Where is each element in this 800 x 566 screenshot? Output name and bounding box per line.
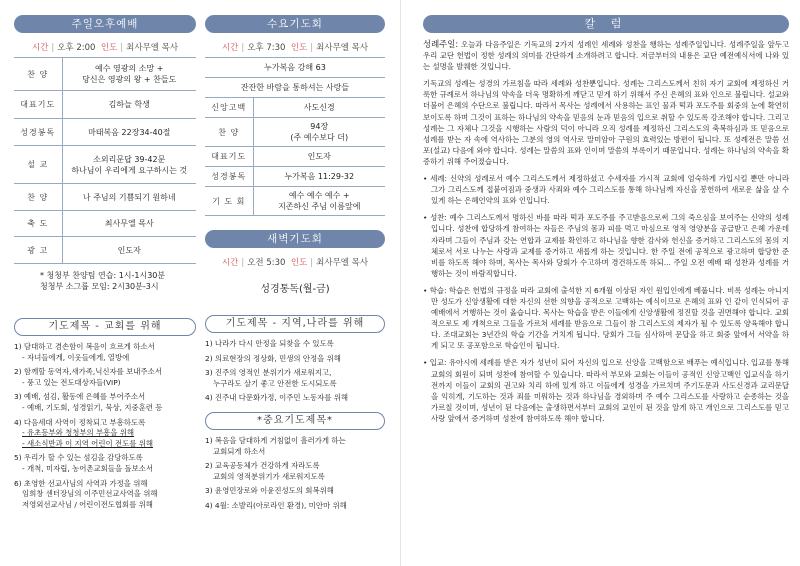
editorial-paragraph: • 학습: 학습은 헌법의 규정을 따라 교회에 출석한 지 6개월 이상된 자인 원입인에게 베풉니다. 비록 성례는 아니지만 성도가 신앙생활에 대한 자신의 선한 의향을 공적으로 고백하는 예식이므로 은혜의 표와 인 같이 인식되어 공예배에서 거행하는 것이 옳습니다. 목사는 학습을 받은 이들에게 신앙생활에 정진할 것을 권면해야 합니다. 교회적으로도 제 개척으로 그들을 가르쳐 세례를 받음으로 그들이 참 그리스도의 제자가 될 수 있도록 양육해야 합니다. 조대교회는 3년간의 학습 기간을 거치게 됩니다. 당회가 그들 심사하여 문답을 하고 회중 앞에서 서약을 하게 되고 또 공포함으로 학습인이 됩니다. xyxy=(423,285,789,351)
service-row xyxy=(205,147,385,167)
prayer-subitem: - 새소식반과 이 지역 어린이 전도를 위해 xyxy=(22,438,153,448)
wednesday-service-time: 시간 | 오후 7:30 인도 | 최사무엘 목사 xyxy=(221,43,369,53)
editorial-title: 칼 럼 xyxy=(423,15,789,33)
prayer-subitem: - 유초등부와 청청부의 부흥을 위해 xyxy=(22,428,135,438)
editorial-paragraph: 성례주일: 오늘과 다음주일은 기독교의 2가지 성례인 세례와 성찬을 행하는 성례주일입니다. 성례주일을 앞두고 우리 교단 헌법이 정한 성례의 의미를 간단하게 소개하려고 합니다. 저금부터의 내용은 교단 예전예식서에 나와 있는 설명을 발췌한 것입니다. xyxy=(423,39,789,72)
editorial-paragraph: • 입교: 유아시에 세례를 받은 자가 성년이 되어 자신의 입으로 신앙을 고백함으로 배푸는 예식입니다. 입교를 통해 교회의 회원이 되며 성찬에 참여할 수 있습니다. 따라서 부모와 교회는 이들이 공적인 신앙고백인 입교식을 하기 전까지 이들이 교회의 권고와 치리 하에 있게 하고 이들에게 성경을 가르치며 주기도문과 사도신경과 교리문답을 익히게, 기도하는 것과 죄를 미워하는 것과 하나님을 경외하며 주 예수 그리스도를 사랑하고 순종하는 것을 가르칠 것이며, 성년이 된 다음에는 출생하면서부터 교회의 교인이 된 것을 알게 하고 개인으로 그리스도를 믿고 사랑 앞에서 증거하며 성찬에 참여하도록 해야 합니다. xyxy=(423,358,789,423)
prayer-item: 6) 초영한 선교사님의 사역과 가정을 위해 임희창 센터장님의 이주민선교사역을 위해 저영외선교사님 / 어린이전도협회를 위해 xyxy=(14,479,196,511)
dawn-service-title: 새벽기도회 xyxy=(205,230,385,248)
service-row-value: 김하늘 학생 xyxy=(62,91,196,119)
service-row-value: 나 주님의 기쁨되기 원하네 xyxy=(62,184,196,211)
service-row-value: 소외리문답 39-42문 하나님이 우리에게 요구하시는 것 xyxy=(62,146,196,184)
service-row xyxy=(205,118,385,147)
service-row-key: 찬 양 xyxy=(14,58,62,91)
prayer-subitem: 저영외선교사님 / 어린이전도협회를 위해 xyxy=(22,499,153,509)
editorial-lead-label: 성례주일: xyxy=(423,39,459,49)
prayer-item: 3) 윤영민장로와 이윤진성도의 회복위해 xyxy=(205,486,334,496)
prayer-subitem: 교회되게 하소서 xyxy=(213,446,266,456)
service-row xyxy=(14,237,196,264)
service-row xyxy=(205,58,385,78)
dawn-service-time: 시간 | 오전 5:30 인도 | 최사무엘 목사 xyxy=(221,258,369,268)
sunday-service-notes xyxy=(14,270,196,292)
sunday-service-title: 주일오후예배 xyxy=(14,15,196,33)
prayer-item: 1) 나라가 다시 안정을 되찾을 수 있도록 xyxy=(205,339,334,348)
sunday-service-section xyxy=(14,0,196,514)
prayer-item: 2) 의료현장의 정상화, 민생의 안정을 위해 xyxy=(205,353,341,363)
service-row-value: 누가복음 강해 63 xyxy=(205,58,385,78)
page-divider xyxy=(400,0,401,566)
service-row-key: 설 교 xyxy=(14,146,62,184)
editorial-paragraph: • 세례: 신약의 성례로서 예수 그리스도께서 제정하셨고 수세자를 가시적 교회에 엄숙하게 가입시킬 뿐만 아니라 그가 그리스도께 접붙여짐과 중생과 사죄와 예수 그리스도를 통해 하나님께 자신을 봉헌하여 새로운 삶을 살 수 있게 하는 은혜언약의 표와 인입니다. xyxy=(423,174,789,206)
prayer-item: 2) 교육공동체가 건강하게 자라도록 교회의 영적분위기가 새로워지도록 xyxy=(205,461,385,482)
prayer-item: 4) 4월: 소발리(아로라인 환경), 미안마 위해 xyxy=(205,500,347,510)
service-row-key: 성경봉독 xyxy=(14,119,62,146)
prayer-subitem: 임희창 센터장님의 이주민선교사역을 위해 xyxy=(22,489,158,499)
wednesday-service-table xyxy=(205,57,385,216)
service-note: * 청청부 찬양팀 연습: 1시-1시30분 xyxy=(40,271,166,280)
prayer-item: 4) 진주내 다문화가정, 이주민 노동자를 위해 xyxy=(205,393,349,403)
wednesday-service-section xyxy=(205,0,385,516)
service-row-value: 인도자 xyxy=(253,147,385,167)
prayer-church-title: 기도제목 - 교회를 위해 xyxy=(14,318,196,336)
service-row xyxy=(14,146,196,184)
service-row-value: 예수 예수 예수 + 지존하신 주님 이름앞에 xyxy=(253,187,385,216)
service-row xyxy=(205,187,385,216)
service-row xyxy=(205,167,385,187)
service-row-key: 기 도 회 xyxy=(205,187,253,216)
prayer-priority-list xyxy=(205,436,385,512)
prayer-subitem: - 자녀들에게, 이웃들에게, 열방에 xyxy=(22,352,130,362)
prayer-subitem: 교회의 영적분위기가 새로워지도록 xyxy=(213,471,325,481)
prayer-item: 4) 다음세대 사역이 정착되고 부흥하도록 - 유초등부와 청청부의 부흥을 위해 - 새소식반과 이 지역 어린이 전도를 위해 xyxy=(14,418,196,450)
service-row xyxy=(14,119,196,146)
sunday-service-table xyxy=(14,57,196,264)
prayer-item: 1) 담대하고 겸손함이 복음이 흐르게 하소서 - 자녀들에게, 이웃들에게, 열방에 xyxy=(14,342,196,363)
prayer-item: 5) 우리가 할 수 있는 섬김을 감당하도록 - 개척, 미자립, 농어촌교회들을 돌보소서 xyxy=(14,453,196,474)
prayer-item: 2) 함께할 동역자,새가족,닉신자를 보내주소서 - 풍고 있는 전도대상자들(VIP) xyxy=(14,367,196,388)
sunday-service-time: 시간 | 오후 2:00 인도 | 최사무엘 목사 xyxy=(31,43,179,53)
prayer-item: 3) 진주의 영적인 분위기가 새로워지고, 누구라도 살기 좋고 안전한 도시되도록 xyxy=(205,368,385,389)
prayer-church-list xyxy=(14,342,196,510)
prayer-item: 1) 복음을 담대하게 거침없이 흘러가게 하는 교회되게 하소서 xyxy=(205,436,385,457)
service-row-value: 예수 영광의 소망 + 당신은 영광의 왕 + 찬들도 xyxy=(62,58,196,91)
service-row-key: 찬 양 xyxy=(205,118,253,147)
service-row xyxy=(205,78,385,98)
service-row xyxy=(14,91,196,119)
service-row-key: 대표기도 xyxy=(205,147,253,167)
dawn-service-content: 성경통독(월-금) xyxy=(260,284,330,295)
service-note: 청청부 소그룹 모임: 2시30분-3시 xyxy=(40,282,159,291)
prayer-item: 3) 예배, 섬김, 활동에 은혜를 부어주소서 - 예배, 기도회, 성경읽기, 묵상, 지중훈련 등 xyxy=(14,392,196,413)
service-row-key: 대표기도 xyxy=(14,91,62,119)
service-row-value: 잔잔한 바람을 통하셔는 사랑들 xyxy=(205,78,385,98)
service-row xyxy=(14,211,196,237)
prayer-subitem: 누구라도 살기 좋고 안전한 도시되도록 xyxy=(213,378,337,388)
service-row-key: 신앙고백 xyxy=(205,98,253,118)
wednesday-service-title: 수요기도회 xyxy=(205,15,385,33)
service-row-value: 인도자 xyxy=(62,237,196,264)
prayer-subitem: - 예배, 기도회, 성경읽기, 묵상, 지중훈련 등 xyxy=(22,402,163,412)
prayer-region-title: 기도제목 - 지역,나라를 위해 xyxy=(205,315,385,333)
service-row-key: 찬 양 xyxy=(14,184,62,211)
editorial-body xyxy=(423,39,789,424)
service-row xyxy=(205,98,385,118)
service-row-value: 사도신경 xyxy=(253,98,385,118)
service-row xyxy=(14,58,196,91)
service-row xyxy=(14,184,196,211)
service-row-value: 마태복음 22장34-40절 xyxy=(62,119,196,146)
prayer-priority-title: *중요기도제목* xyxy=(205,412,385,430)
prayer-region-list xyxy=(205,339,385,404)
editorial-paragraph: 기독교의 성례는 성경의 가르침을 따라 세례와 성찬뿐입니다. 성례는 그리스도께서 친히 자기 교회에 제정하신 거룩한 규례로서 하나님의 약속을 더욱 명확하게 깨닫고 믿게 하기 위해서 주신 은혜의 표와 인으로 불립니다. 설교와 더불어 은혜의 수단으로 불립니다. 따라서 목사는 성례에서 사용하는 표인 물과 떡과 포도주를 회중의 눈에 확연히 보이도록 하며 그것이 표하는 하나님의 약속을 믿음의 눈과 믿음의 입으로 취할 수 있도록 강조해야 합니다. 그리고 성례는 그 자체나 그것을 시행하는 사람의 덕이 아니라 오직 성례를 제정하신 그리스도의 축복하심과 또 믿음으로 성례를 받는 자 속에 역사하는 그분의 영의 역사로 말미암아 구원의 효력있는 방편이 됩니다. 또 성례전은 말씀 선포(설교) 다음에 와야 합니다. 성례는 말씀의 표와 인이며 말씀의 부록이기 때문입니다. 성례는 하나님의 약속을 확증하기 위해 주어졌습니다. xyxy=(423,79,790,166)
service-row-value: 94장 (주 예수보다 더) xyxy=(253,118,385,147)
service-row-key: 축 도 xyxy=(14,211,62,237)
editorial-section xyxy=(423,0,789,430)
editorial-paragraph: • 성찬: 예수 그리스도께서 명하신 바를 따라 떡과 포도주를 주고받음으로써 그의 죽으심을 보여주는 신약의 성례입니다. 성찬에 합당하게 참여하는 자들은 주님의 몸과 피를 먹고 마심으로 영적 영양분을 공급받고 은혜 가운데 자라며 그들이 주님과 갖는 연합과 교제를 확인하고 하나님을 향한 감사와 헌신을 증거하고 그리스도의 몸의 지체로서 서로 나누는 사랑과 교제를 증거하고 새롭게 하는 것입니다. 한 주일 전에 공적으로 광고하며 합당한 준비를 하도록 해야 하며, 목사는 목사와 당회가 수고하며 경건하도록 하되... 주일 오전 예배 때 성찬과 성례를 거행하는 것이 바람직합니다. xyxy=(423,213,789,278)
prayer-subitem: - 풍고 있는 전도대상자들(VIP) xyxy=(22,377,121,387)
service-row-key: 성경봉독 xyxy=(205,167,253,187)
service-row-value: 최사무엘 목사 xyxy=(62,211,196,237)
prayer-subitem: - 개척, 미자립, 농어촌교회들을 돌보소서 xyxy=(22,463,153,473)
service-row-value: 누가복음 11:29-32 xyxy=(253,167,385,187)
service-row-key: 광 고 xyxy=(14,237,62,264)
